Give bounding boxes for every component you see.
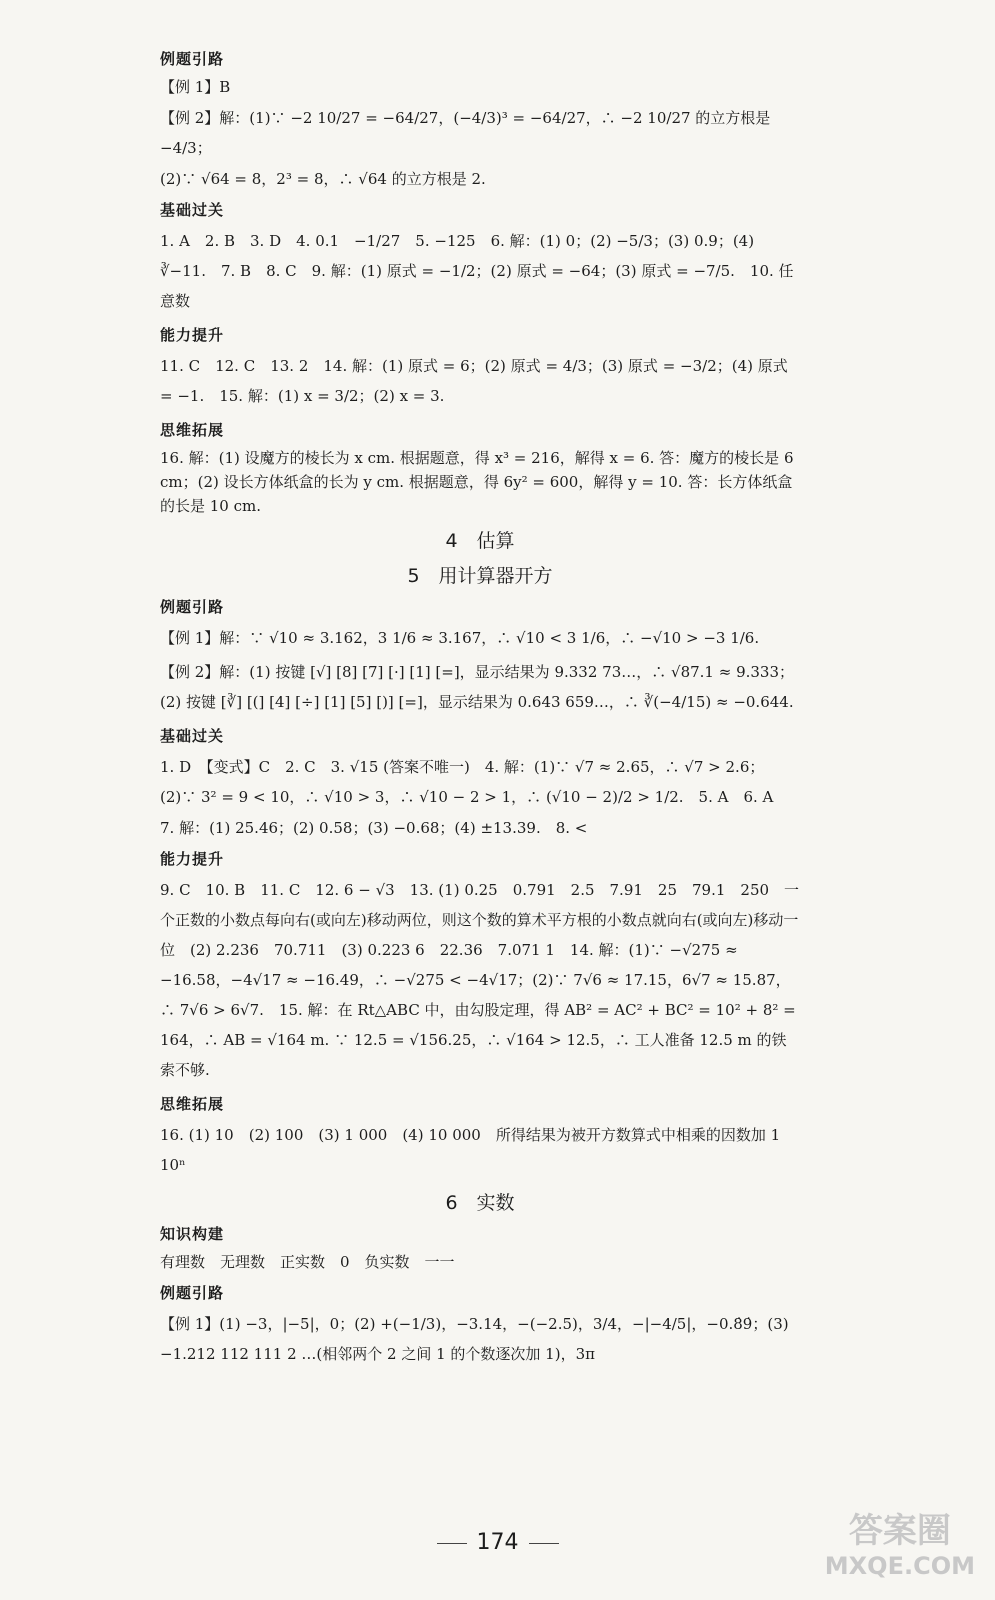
example-1-2: 【例 1】解：∵ √10 ≈ 3.162，3 1/6 ≈ 3.167，∴ √10 < 3 1/6，∴ −√10 > −3 1/6.: [160, 629, 760, 647]
section-title-estimate: 4 估算: [445, 530, 515, 552]
heading-basic: 基础过关: [160, 201, 225, 219]
basic-answers-2: 1. D 【变式】C 2. C 3. √15 (答案不唯一) 4. 解：(1)∵ √7 ≈ 2.65，∴ √7 > 2.6；(2)∵ 3² = 9 < 10，∴ √10 > 3，∴ √10 − 2 > 1，∴ (√10 − 2)/2 > 1/2. 5. A 6. A: [160, 758, 774, 806]
ability-answers-2: 9. C 10. B 11. C 12. 6 − √3 13. (1) 0.25 0.791 2.5 7.91 25 79.1 250 一个正数的小数点每向右(或向左)移动两位，则这个数的算术平方根的小数点就向右(或向左)移动一位 (2) 2.236 70.711 (3) 0.223 6 22.36 7.071 1 14. 解：(1)∵ −√275 ≈ −16.58，−4√17 ≈ −16.49，∴ −√275 < −4√17；(2)∵ 7√6 ≈ 17.15，6√7 ≈ 15.87，∴ 7√6 > 6√7. 15. 解：在 Rt△ABC 中，由勾股定理，得 AB² = AC² + BC² = 10² + 8² = 164，∴ AB = √164 m. ∵ 12.5 = √156.25，∴ √164 > 12.5，∴ 工人准备 12.5 m 的铁索不够.: [160, 881, 800, 1079]
heading-ability-2: 能力提升: [160, 850, 225, 868]
thinking-answers-2: 16. (1) 10 (2) 100 (3) 1 000 (4) 10 000 所得结果为被开方数算式中相乘的因数加 1 10ⁿ: [160, 1126, 796, 1174]
basic-answers-2b: 7. 解：(1) 25.46；(2) 0.58；(3) −0.68；(4) ±13.39. 8. <: [160, 819, 588, 837]
watermark-line1: 答案圈: [848, 1511, 951, 1551]
heading-ability: 能力提升: [160, 326, 225, 344]
basic-answers: 1. A 2. B 3. D 4. 0.1 −1/27 5. −125 6. 解：(1) 0；(2) −5/3；(3) 0.9；(4) ∛−11. 7. B 8. C 9. 解：(1) 原式 = −1/2；(2) 原式 = −64；(3) 原式 = −7/5. 10. 任意数: [160, 232, 794, 310]
example-1: 【例 1】B: [160, 78, 231, 96]
heading-thinking: 思维拓展: [160, 421, 225, 439]
example-1-3: 【例 1】(1) −3，|−5|，0；(2) +(−1/3)，−3.14，−(−2.5)，3/4，−|−4/5|，−0.8̇9̇；(3) −1.212 112 111 2 …(相邻两个 2 之间 1 的个数逐次加 1)，3π: [160, 1315, 789, 1363]
watermark-logo: [825, 1503, 975, 1580]
knowledge-answers: 有理数 无理数 正实数 0 负实数 一一: [160, 1253, 455, 1271]
heading-knowledge: 知识构建: [160, 1225, 225, 1243]
watermark-line2: MXQE.COM: [824, 1552, 975, 1580]
thinking-answers: 16. 解：(1) 设魔方的棱长为 x cm. 根据题意，得 x³ = 216，解得 x = 6. 答：魔方的棱长是 6 cm；(2) 设长方体纸盒的长为 y cm. 根据题意，得 6y² = 600，解得 y = 10. 答：长方体纸盒的长是 10 cm.: [160, 449, 799, 515]
section-title-calculator: 5 用计算器开方: [407, 565, 553, 587]
example-2a: 【例 2】解：(1)∵ −2 10/27 = −64/27，(−4/3)³ = −64/27，∴ −2 10/27 的立方根是 −4/3；: [160, 109, 771, 157]
heading-examples-3: 例题引路: [160, 1284, 225, 1302]
example-2-2: 【例 2】解：(1) 按键 [√] [8] [7] [·] [1] [=]，显示结果为 9.332 73…，∴ √87.1 ≈ 9.333；(2) 按键 [∛] [(] [4] [÷] [1] [5] [)] [=]，显示结果为 0.643 659…，∴ ∛(−4/15) ≈ −0.644.: [160, 663, 795, 711]
page-number-text: 174: [476, 1530, 519, 1555]
heading-thinking-2: 思维拓展: [160, 1095, 225, 1113]
ability-answers: 11. C 12. C 13. 2 14. 解：(1) 原式 = 6；(2) 原式 = 4/3；(3) 原式 = −3/2；(4) 原式 = −1. 15. 解：(1) x = 3/2；(2) x = 3.: [160, 357, 788, 405]
answer-page: [160, 40, 800, 1373]
heading-basic-2: 基础过关: [160, 727, 225, 745]
heading-examples-2: 例题引路: [160, 598, 225, 616]
example-2b: (2)∵ √64 = 8，2³ = 8，∴ √64 的立方根是 2.: [160, 170, 486, 188]
heading-examples: 例题引路: [160, 50, 225, 68]
section-title-real-numbers: 6 实数: [445, 1192, 515, 1214]
